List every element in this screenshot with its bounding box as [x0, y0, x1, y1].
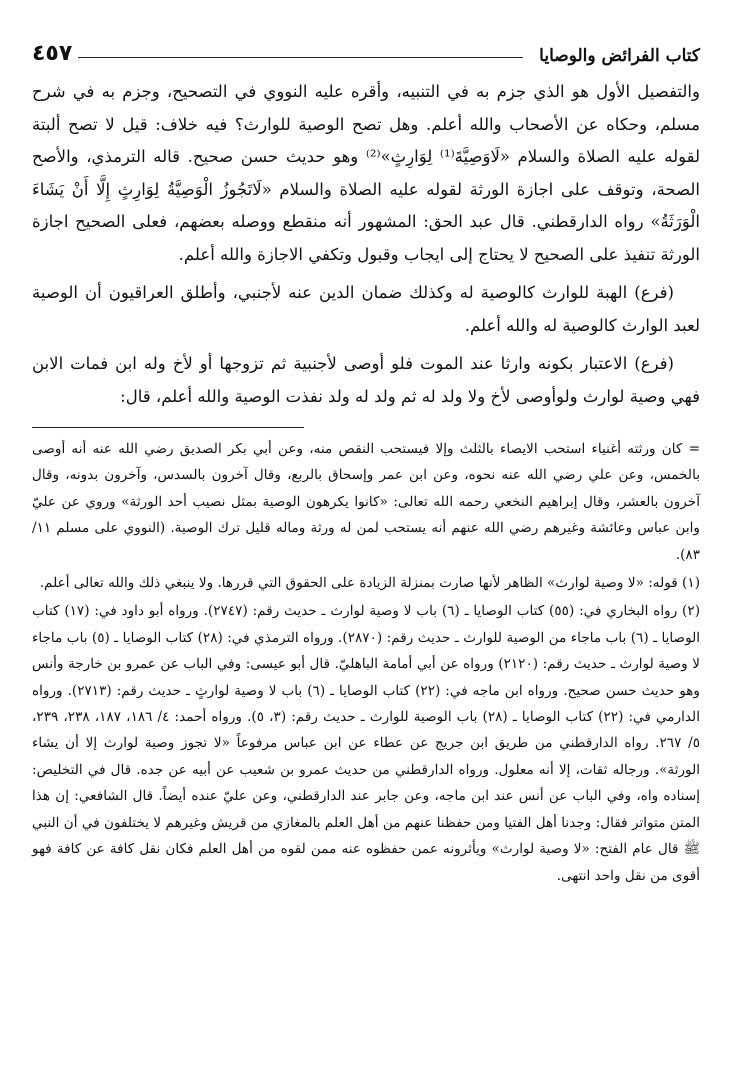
- footnote-2: (٢) رواه البخاري في: (٥٥) كتاب الوصايا ـ (٦) باب لا وصية لوارث ـ حديث رقم: (٢٧٤٧). ورواه أبو داود في: (١٧) كتاب الوصايا ـ (٦) باب ماجاء من الوصية للوارث ـ حديث رقم: (٢٨٧٠). ورواه الترمذي في: (٢٨) كتاب الوصايا ـ (٥) باب ماجاء لا وصية لوارث ـ حديث رقم: (٢١٢٠) ورواه عن أبي أمامة الباهليّ. قال أبو عيسى: وفي الباب عن عمرو بن خارجة وأنس وهو حديث حسن صحيح. ورواه ابن ماجه في: (٢٢) كتاب الوصايا ـ (٦) باب لا وصية لوارثٍ ـ حديث رقم: (٢٧١٣). ورواه الدارمي في: (٢٢) كتاب الوصايا ـ (٢٨) باب الوصية للوارث ـ حديث رقم: (٣، ٥). ورواه أحمد: ٤/ ١٨٦، ١٨٧، ٢٣٨، ٢٣٩، ٥/ ٢٦٧. رواه الدارقطني من طريق ابن جريج عن عطاء عن ابن عباس مرفوعاً «لا تجوز وصية لوارث إلا أن يشاء الورثة». ورجاله ثقات، إلا أنه معلول. ورواه الدارقطني من حديث عمرو بن شعيب عن أبيه عن جده. قال في التخليص: إسناده واه، وفي الباب عن أنس عند ابن ماجه، وعن جابر عند الدارقطني، وعن عليّ عنده أيضاً. قال الشافعي: إن هذا المتن متواتر فقال: وجدنا أهل الفتيا ومن حفظنا عنهم من أهل العلم بالمغازي من قريش وغيرهم لا يختلفون في أن النبي ﷺ قال عام الفتح: «لا وصية لوارث» ويأثرونه عمن حفظوه عنه ممن لقوه من أهل العلم فكان نقل كافة عن كافة فهو أقوى من نقل واحد انتهى.: [32, 603, 701, 884]
- footnote-separator: [32, 413, 700, 436]
- footnote-continuation: = كان ورثته أغنياء استحب الايصاء بالثلث وإلا فيستحب النقص منه، وعن أبي بكر الصديق رضي الله عنه أنه أوصى بالخمس، وعن علي رضي الله عنه نحوه، وعن ابن عمر وإسحاق بالربع، وقال آخرون بالسدس، وآخرون بدونه، وقال آخرون بالعشر، وقال إبراهيم النخعي رحمه الله تعالى: «كانوا يكرهون الوصية بمثل نصيب أحد الورثة» وروي عن عليّ وابن عباس وعائشة وغيرهم رضي الله عنهم أنه يستحب لمن له ورثة وماله قليل ترك الوصية. (النووي على مسلم ١١/ ٨٣).: [32, 441, 700, 563]
- footnotes: [32, 436, 700, 889]
- paragraph-3: (فرع) الاعتبار بكونه وارثا عند الموت فلو أوصى لأجنبية ثم تزوجها أو لأخ وله ابن فمات الابن فهي وصية لوارث ولوأوصى لأخ ولا ولد له ثم ولد له ولد نفذت الوصية والله أعلم، قال:: [32, 354, 700, 406]
- page-header: [32, 30, 700, 66]
- footnote-1: (١) قوله: «لا وصية لوارث» الظاهر لأنها صارت بمنزلة الزيادة على الحقوق التي قررها. ولا ينبغي ذلك والله تعالى أعلم.: [39, 575, 700, 592]
- main-text: [32, 76, 700, 413]
- footnote-rule: [32, 427, 304, 428]
- paragraph-1: والتفصيل الأول هو الذي جزم به في التنبيه، وأقره عليه النووي في التصحيح، وجزم به في شرح مسلم، وحكاه عن الأصحاب والله أعلم. وهل تصح الوصية للوارث؟ فيه خلاف: قيل لا تصح ألبتة لقوله عليه الصلاة والسلام «لَاوَصِيَّةَ⁽¹⁾ لِوَارِثٍ»⁽²⁾ وهو حديث حسن صحيح. قاله الترمذي، والأصح الصحة، وتوقف على اجازة الورثة لقوله عليه الصلاة والسلام «لَاتَجُوزُ الْوَصِيَّةُ لِوَارِثٍ إِلَّا أَنْ يَشَاءَ الْوَرَثَةُ» رواه الدارقطني. قال عبد الحق: المشهور أنه منقطع ووصله بعضهم، فعلى الصحيح اجازة الورثة تنفيذ على الصحيح لا يحتاج إلى ايجاب وقبول وتكفي الاجازة والله أعلم.: [32, 82, 700, 264]
- header-rule: [78, 57, 523, 58]
- paragraph-2: (فرع) الهبة للوارث كالوصية له وكذلك ضمان الدين عنه لأجنبي، وأطلق العراقيون أن الوصية لعبد الوارث كالوصية له والله أعلم.: [32, 283, 700, 335]
- page-number: ٤٥٧: [32, 41, 73, 66]
- running-title: كتاب الفرائض والوصايا: [539, 46, 700, 66]
